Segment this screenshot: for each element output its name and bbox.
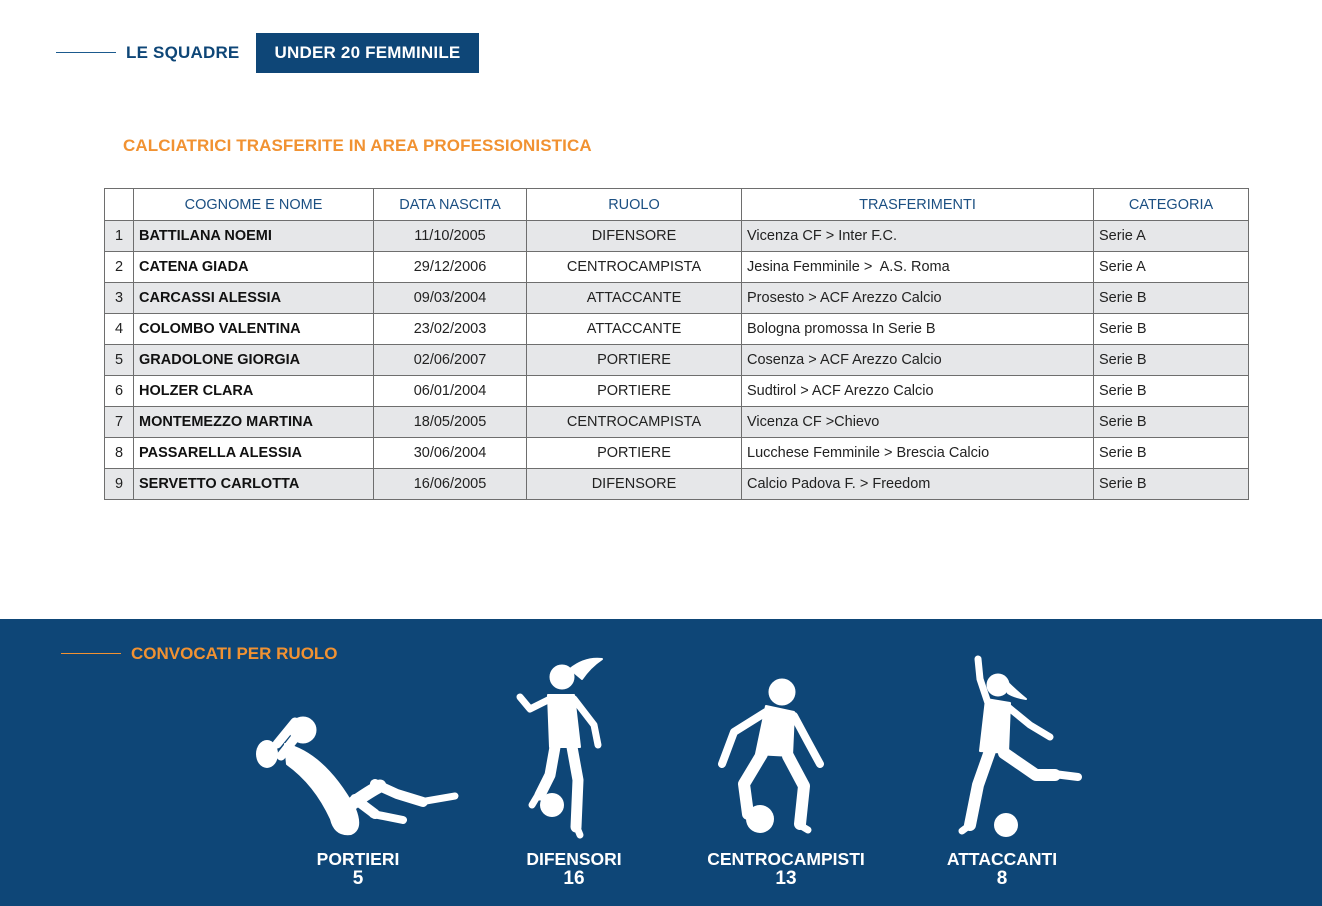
player-name: HOLZER CLARA [134,376,374,407]
birth-date: 29/12/2006 [374,252,527,283]
column-header-number [105,189,134,221]
table-row [105,314,1249,345]
column-header-birth: DATA NASCITA [374,189,527,221]
roles-section [0,619,1322,906]
midfielder-dribbling-icon [712,674,827,839]
role-count: 13 [775,868,797,889]
player-role: PORTIERE [527,345,742,376]
role-defenders [464,849,684,889]
transfer-info: Lucchese Femminile > Brescia Calcio [742,438,1094,469]
category: Serie A [1094,252,1249,283]
row-number: 7 [105,407,134,438]
category: Serie B [1094,283,1249,314]
player-name: MONTEMEZZO MARTINA [134,407,374,438]
transfer-info: Cosenza > ACF Arezzo Calcio [742,345,1094,376]
role-label: DIFENSORI [526,849,622,869]
table-row [105,407,1249,438]
player-name: PASSARELLA ALESSIA [134,438,374,469]
section-label: LE SQUADRE [126,43,240,62]
player-role: PORTIERE [527,438,742,469]
table-row [105,376,1249,407]
role-strikers [892,849,1112,889]
role-midfielders [676,849,896,889]
table-row [105,469,1249,500]
birth-date: 06/01/2004 [374,376,527,407]
team-badge: UNDER 20 FEMMINILE [256,33,479,73]
transfer-info: Prosesto > ACF Arezzo Calcio [742,283,1094,314]
role-count: 8 [996,868,1008,889]
role-label: PORTIERI [316,849,400,869]
player-role: ATTACCANTE [527,314,742,345]
transfers-table [104,188,1249,500]
player-role: PORTIERE [527,376,742,407]
roles-section-title: CONVOCATI PER RUOLO [131,644,338,663]
birth-date: 18/05/2005 [374,407,527,438]
role-count: 16 [563,868,585,889]
player-name: SERVETTO CARLOTTA [134,469,374,500]
row-number: 4 [105,314,134,345]
role-label: ATTACCANTI [946,849,1058,869]
player-name: CARCASSI ALESSIA [134,283,374,314]
transfer-info: Sudtirol > ACF Arezzo Calcio [742,376,1094,407]
defender-juggling-icon [510,655,610,843]
row-number: 1 [105,221,134,252]
table-row [105,221,1249,252]
transfer-info: Jesina Femminile > A.S. Roma [742,252,1094,283]
category: Serie B [1094,438,1249,469]
header-rule [56,52,116,53]
column-header-role: RUOLO [527,189,742,221]
row-number: 8 [105,438,134,469]
category: Serie B [1094,469,1249,500]
player-name: COLOMBO VALENTINA [134,314,374,345]
category: Serie B [1094,314,1249,345]
table-row [105,283,1249,314]
row-number: 5 [105,345,134,376]
player-name: BATTILANA NOEMI [134,221,374,252]
birth-date: 02/06/2007 [374,345,527,376]
column-header-category: CATEGORIA [1094,189,1249,221]
player-role: DIFENSORE [527,221,742,252]
role-label: CENTROCAMPISTI [707,849,865,869]
row-number: 3 [105,283,134,314]
player-role: ATTACCANTE [527,283,742,314]
column-header-transfer: TRASFERIMENTI [742,189,1094,221]
goalkeeper-diving-icon [255,714,460,839]
table-row [105,252,1249,283]
birth-date: 11/10/2005 [374,221,527,252]
player-role: DIFENSORE [527,469,742,500]
player-name: GRADOLONE GIORGIA [134,345,374,376]
category: Serie B [1094,376,1249,407]
birth-date: 23/02/2003 [374,314,527,345]
transfers-title: CALCIATRICI TRASFERITE IN AREA PROFESSIONISTICA [123,136,592,155]
player-role: CENTROCAMPISTA [527,252,742,283]
row-number: 2 [105,252,134,283]
birth-date: 09/03/2004 [374,283,527,314]
category: Serie B [1094,345,1249,376]
row-number: 6 [105,376,134,407]
birth-date: 30/06/2004 [374,438,527,469]
player-role: CENTROCAMPISTA [527,407,742,438]
role-count: 5 [352,868,364,889]
transfer-info: Calcio Padova F. > Freedom [742,469,1094,500]
transfer-info: Bologna promossa In Serie B [742,314,1094,345]
table-header-row [105,189,1249,221]
row-number: 9 [105,469,134,500]
transfer-info: Vicenza CF >Chievo [742,407,1094,438]
column-header-name: COGNOME E NOME [134,189,374,221]
role-goalkeepers [248,849,468,889]
category: Serie B [1094,407,1249,438]
transfer-info: Vicenza CF > Inter F.C. [742,221,1094,252]
table-row [105,438,1249,469]
player-name: CATENA GIADA [134,252,374,283]
birth-date: 16/06/2005 [374,469,527,500]
table-row [105,345,1249,376]
roles-section-rule [61,653,121,654]
striker-kicking-icon [950,655,1085,840]
category: Serie A [1094,221,1249,252]
